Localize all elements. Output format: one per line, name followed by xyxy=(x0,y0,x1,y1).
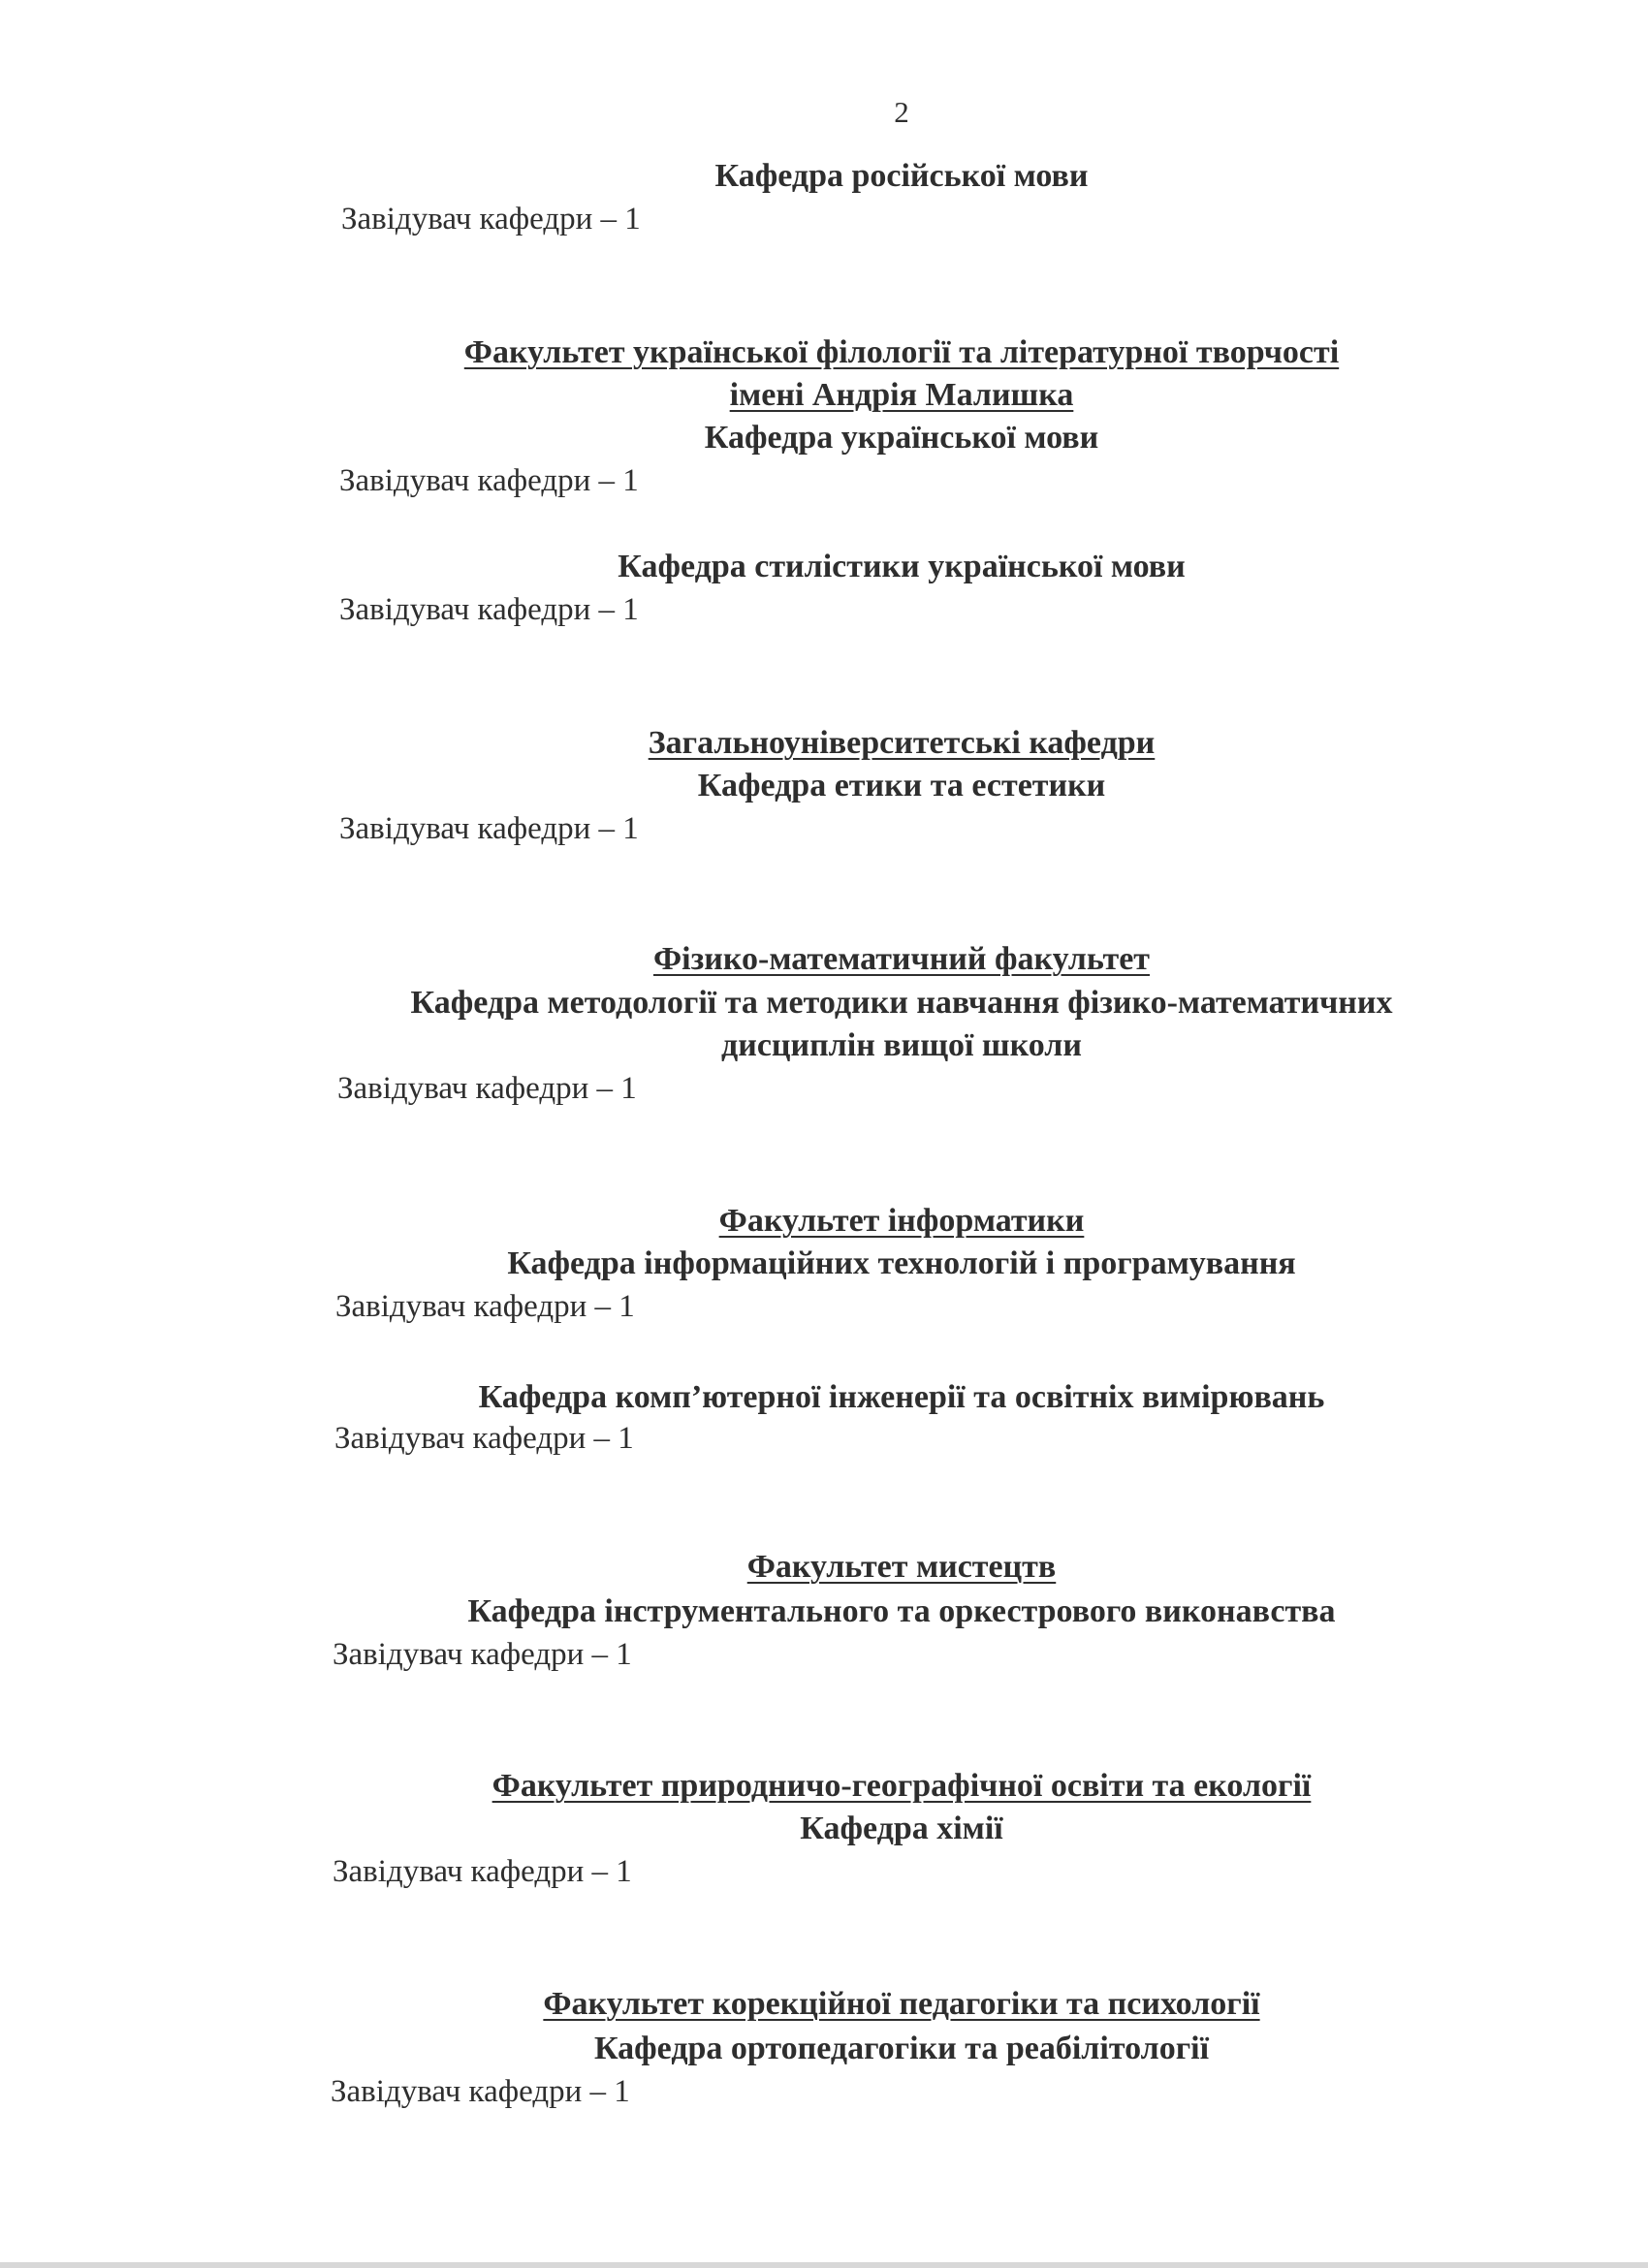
faculty-title: Загальноуніверситетські кафедри xyxy=(648,725,1156,761)
faculty-title: Факультет природничо-географічної освіти та екології xyxy=(491,1768,1312,1804)
position-line: Завідувач кафедри – 1 xyxy=(335,1289,635,1324)
scan-edge xyxy=(0,2262,1648,2268)
position-line: Завідувач кафедри – 1 xyxy=(339,592,639,627)
faculty-title: Факультет корекційної педагогіки та психології xyxy=(543,1986,1260,2022)
department-title-line-2: дисциплін вищої школи xyxy=(721,1027,1082,1063)
department-title: Кафедра стилістики української мови xyxy=(618,549,1186,584)
page-number: 2 xyxy=(894,95,909,129)
department-title: Кафедра російської мови xyxy=(714,158,1089,194)
position-line: Завідувач кафедри – 1 xyxy=(339,463,639,498)
position-line: Завідувач кафедри – 1 xyxy=(334,1421,634,1456)
faculty-title-line-1: Факультет української філології та літературної творчості xyxy=(463,334,1340,370)
faculty-title: Факультет мистецтв xyxy=(746,1549,1057,1585)
department-title: Кафедра української мови xyxy=(704,420,1099,456)
position-line: Завідувач кафедри – 1 xyxy=(333,1637,632,1672)
position-line: Завідувач кафедри – 1 xyxy=(337,1071,637,1106)
department-title: Кафедра комп’ютерної інженерії та освітніх вимірювань xyxy=(478,1379,1325,1415)
department-title-line-1: Кафедра методології та методики навчання фізико-математичних xyxy=(410,985,1393,1021)
position-line: Завідувач кафедри – 1 xyxy=(331,2074,630,2109)
faculty-title-line-2: імені Андрія Малишка xyxy=(729,377,1074,413)
position-line: Завідувач кафедри – 1 xyxy=(339,811,639,846)
faculty-title: Фізико-математичний факультет xyxy=(652,941,1151,977)
department-title: Кафедра інформаційних технологій і програмування xyxy=(507,1245,1296,1281)
department-title: Кафедра ортопедагогіки та реабілітології xyxy=(593,2031,1210,2066)
department-title: Кафедра інструментального та оркестрового виконавства xyxy=(467,1593,1336,1629)
position-line: Завідувач кафедри – 1 xyxy=(341,202,641,236)
position-line: Завідувач кафедри – 1 xyxy=(333,1854,632,1889)
department-title: Кафедра хімії xyxy=(800,1811,1003,1846)
department-title: Кафедра етики та естетики xyxy=(697,768,1106,803)
faculty-title: Факультет інформатики xyxy=(718,1203,1085,1239)
